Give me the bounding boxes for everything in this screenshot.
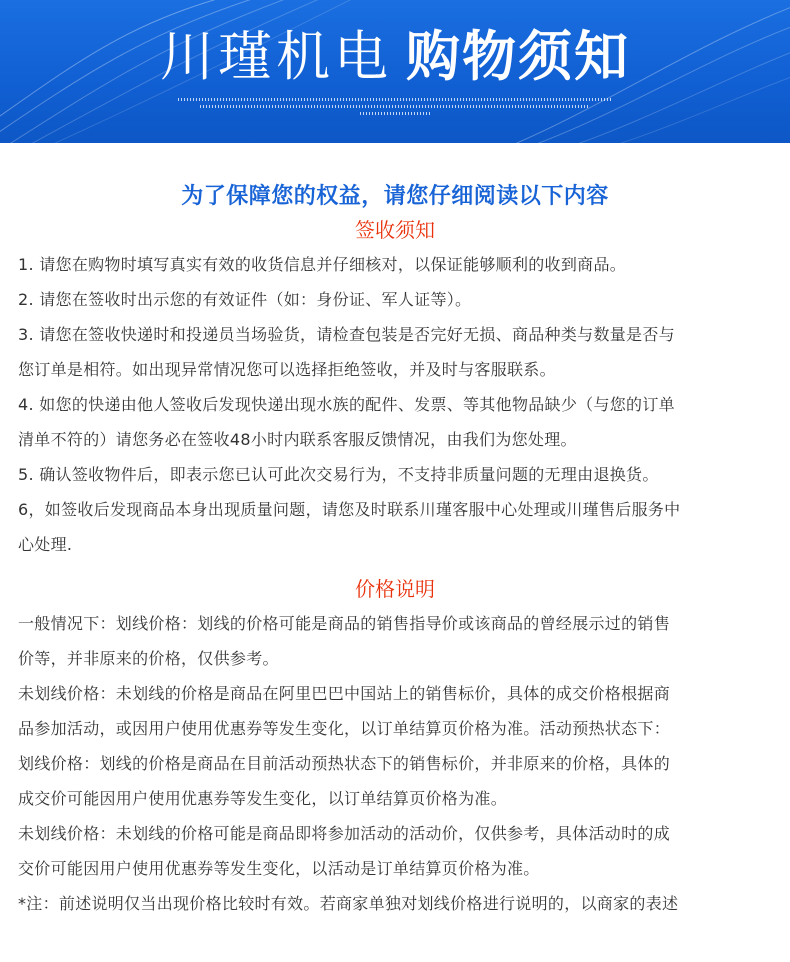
price-section-body: [18, 606, 772, 921]
page-title: 购物须知: [406, 25, 630, 88]
notice-line: 1. 请您在购物时填写真实有效的收货信息并仔细核对，以保证能够顺利的收到商品。: [18, 255, 627, 274]
notice-line: *注：前述说明仅当出现价格比较时有效。若商家单独对划线价格进行说明的，以商家的表述: [18, 894, 679, 913]
notice-line: 6，如签收后发现商品本身出现质量问题，请您及时联系川瑾客服中心处理或川瑾售后服务中: [18, 500, 681, 519]
notice-line: 心处理.: [18, 535, 73, 554]
intro-heading: 为了保障您的权益，请您仔细阅读以下内容: [181, 184, 609, 209]
notice-line: 成交价可能因用户使用优惠券等发生变化，以订单结算页价格为准。: [18, 789, 508, 808]
notice-line: 交价可能因用户使用优惠券等发生变化，以活动是订单结算页价格为准。: [18, 859, 540, 878]
notice-line: 2. 请您在签收时出示您的有效证件（如：身份证、军人证等）。: [18, 290, 472, 309]
dotted-divider: [178, 98, 612, 101]
sign-section-title: 签收须知: [355, 218, 435, 242]
price-section-title: 价格说明: [355, 577, 435, 601]
notice-line: 3. 请您在签收快递时和投递员当场验货，请检查包装是否完好无损、商品种类与数量是否与: [18, 325, 675, 344]
notice-line: 您订单是相符。如出现异常情况您可以选择拒绝签收，并及时与客服联系。: [18, 360, 556, 379]
dotted-divider: [360, 112, 430, 115]
dotted-divider: [200, 105, 590, 108]
header-banner: [0, 0, 790, 143]
notice-line: 清单不符的）请您务必在签收48小时内联系客服反馈情况，由我们为您处理。: [18, 430, 577, 449]
notice-line: 品参加活动，或因用户使用优惠券等发生变化，以订单结算页价格为准。活动预热状态下：: [18, 719, 671, 738]
notice-line: 未划线价格：未划线的价格可能是商品即将参加活动的活动价，仅供参考，具体活动时的成: [18, 824, 671, 843]
brand-name: 川瑾机电: [160, 25, 392, 88]
notice-line: 价等，并非原来的价格，仅供参考。: [18, 649, 279, 668]
notice-line: 未划线价格：未划线的价格是商品在阿里巴巴中国站上的销售标价，具体的成交价格根据商: [18, 684, 671, 703]
banner-title: [0, 22, 790, 92]
notice-line: 4. 如您的快递由他人签收后发现快递出现水族的配件、发票、等其他物品缺少（与您的订单: [18, 395, 675, 414]
notice-content: [0, 181, 790, 921]
notice-line: 一般情况下：划线价格：划线的价格可能是商品的销售指导价或该商品的曾经展示过的销售: [18, 614, 671, 633]
notice-line: 划线价格：划线的价格是商品在目前活动预热状态下的销售标价，并非原来的价格，具体的: [18, 754, 671, 773]
sign-section-body: [18, 247, 772, 562]
notice-line: 5. 确认签收物件后，即表示您已认可此次交易行为，不支持非质量问题的无理由退换货。: [18, 465, 659, 484]
